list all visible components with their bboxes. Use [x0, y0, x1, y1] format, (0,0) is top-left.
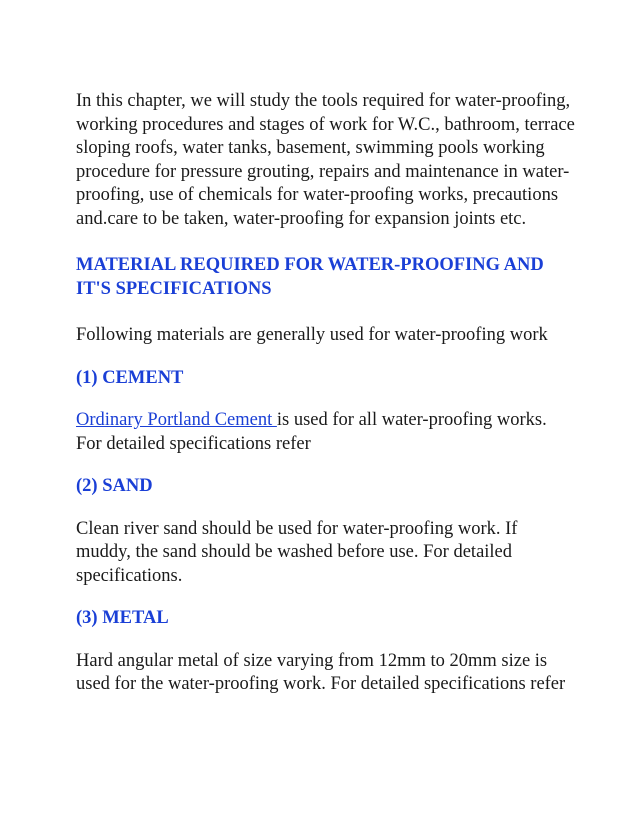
metal-heading: (3) METAL	[76, 608, 169, 628]
section-main-heading: MATERIAL REQUIRED FOR WATER-PROOFING AND IT'S SPECIFICATIONS	[76, 255, 544, 299]
metal-paragraph: Hard angular metal of size varying from 12mm to 20mm size is used for the water-proofing work. For detailed specifications refer	[76, 650, 566, 694]
ordinary-portland-cement-link[interactable]: Ordinary Portland Cement	[76, 410, 277, 430]
intro-paragraph: In this chapter, we will study the tools required for water-proofing, working procedures and stages of work for W.C., bathroom, terrace sloping roofs, water tanks, basement, swimming pools working procedure for pressure grouting, repairs and maintenance in water-proofing, use of chemicals for water-proofing works, precautions and.care to be taken, water-proofing for expansion joints etc.	[76, 91, 575, 229]
cement-body-text: is used for all water-proofing works. For detailed specifications refer	[76, 410, 547, 454]
materials-intro-paragraph: Following materials are generally used for water-proofing work	[76, 325, 548, 345]
cement-heading: (1) CEMENT	[76, 367, 184, 388]
document-page	[76, 90, 576, 697]
sand-heading: (2) SAND	[76, 476, 153, 496]
cement-paragraph	[76, 409, 576, 456]
sand-paragraph: Clean river sand should be used for water-proofing work. If muddy, the sand should be washed before use. For detailed specifications.	[76, 518, 518, 586]
